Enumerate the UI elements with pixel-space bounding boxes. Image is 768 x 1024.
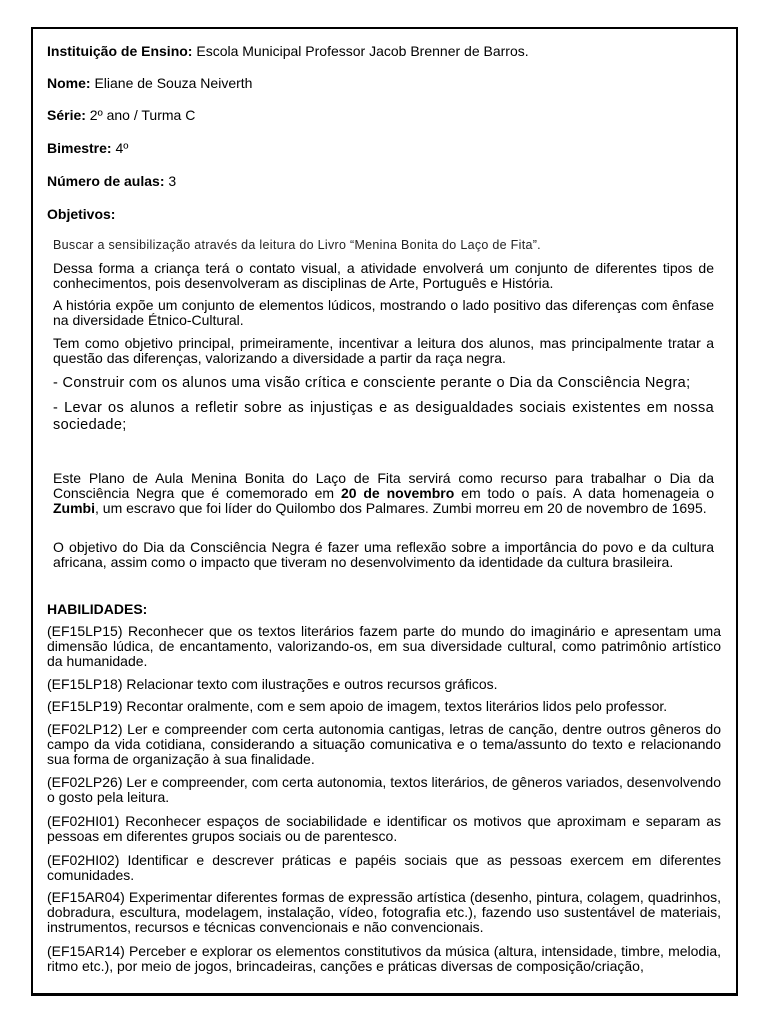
- contexto-date: 20 de novembro: [340, 485, 455, 501]
- serie-value: 2º ano / Turma C: [85, 107, 196, 123]
- contexto-text-a: Este Plano de Aula Menina Bonita do Laço de Fita servirá como recurso para trabalhar o Dia da Consciência Negra que é comemorado em: [53, 470, 714, 501]
- habilidades-heading: HABILIDADES:: [47, 601, 148, 617]
- contexto-paragraph-2: O objetivo do Dia da Consciência Negra é fazer uma reflexão sobre a importância do povo e da cultura africana, assim como o impacto que tiveram no desenvolvimento da identidade da cultura brasileira.: [53, 539, 714, 570]
- contexto-zumbi: Zumbi: [53, 500, 95, 516]
- contexto-paragraph-1: [53, 471, 714, 516]
- habilidade-item: (EF15AR04) Experimentar diferentes formas de expressão artística (desenho, pintura, colagem, quadrinhos, dobradura, escultura, modelagem, instalação, vídeo, fotografia etc.), fazendo uso sustentável de materiais, instrumentos, recursos e técnicas convencionais e não convencionais.: [47, 889, 721, 935]
- aulas-label: Número de aulas:: [47, 173, 165, 189]
- objetivos-label: Objetivos:: [47, 206, 116, 222]
- habilidade-item: (EF02LP26) Ler e compreender, com certa autonomia, textos literários, de gêneros variados, desenvolvendo o gosto pela leitura.: [47, 774, 721, 805]
- bimestre-value: 4º: [111, 140, 129, 156]
- bimestre-field: [47, 140, 128, 156]
- habilidade-item: (EF02HI01) Reconhecer espaços de sociabilidade e identificar os motivos que aproximam e separam as pessoas em diferentes grupos sociais ou de parentesco.: [47, 813, 721, 844]
- page-border-bottom: [31, 993, 738, 996]
- habilidade-item: (EF02LP12) Ler e compreender com certa autonomia cantigas, letras de canção, dentre outros gêneros do campo da vida cotidiana, considerando a situação comunicativa e o tema/assunto do texto e relacionando sua forma de organização à sua finalidade.: [47, 721, 721, 767]
- objetivo-paragraph-6: - Levar os alunos a refletir sobre as injustiças e as desigualdades sociais existentes em nossa sociedade;: [53, 400, 714, 433]
- contexto-text-b: em todo o país. A data homenageia o: [454, 485, 714, 501]
- aulas-field: [47, 173, 176, 189]
- nome-label: Nome:: [47, 75, 91, 91]
- objetivo-paragraph-4: Tem como objetivo principal, primeiramente, incentivar a leitura dos alunos, mas principalmente tratar a questão das diferenças, valorizando a diversidade a partir da raça negra.: [53, 335, 714, 366]
- habilidade-item: (EF15LP15) Reconhecer que os textos literários fazem parte do mundo do imaginário e apresentam uma dimensão lúdica, de encantamento, valorizando-os, em sua diversidade cultural, como patrimônio artístico da humanidade.: [47, 623, 721, 669]
- objetivo-paragraph-5: - Construir com os alunos uma visão crítica e consciente perante o Dia da Consciência Negra;: [53, 375, 691, 391]
- instituicao-label: Instituição de Ensino:: [47, 43, 193, 59]
- objetivo-paragraph-3: A história expõe um conjunto de elementos lúdicos, mostrando o lado positivo das diferenças com ênfase na diversidade Étnico-Cultural.: [53, 297, 714, 328]
- bimestre-label: Bimestre:: [47, 140, 112, 156]
- habilidade-item: (EF02HI02) Identificar e descrever práticas e papéis sociais que as pessoas exercem em diferentes comunidades.: [47, 852, 721, 883]
- habilidade-item: (EF15LP18) Relacionar texto com ilustrações e outros recursos gráficos.: [47, 676, 498, 692]
- serie-field: [47, 107, 195, 123]
- habilidade-item: (EF15AR14) Perceber e explorar os elementos constitutivos da música (altura, intensidade, timbre, melodia, ritmo etc.), por meio de jogos, brincadeiras, canções e práticas diversas de composição/criação,: [47, 943, 721, 974]
- serie-label: Série:: [47, 107, 86, 123]
- instituicao-field: [47, 43, 529, 59]
- objetivo-paragraph-2: Dessa forma a criança terá o contato visual, a atividade envolverá um conjunto de diferentes tipos de conhecimentos, pois desenvolveram as disciplinas de Arte, Português e História.: [53, 260, 714, 291]
- aulas-value: 3: [164, 173, 177, 189]
- nome-value: Eliane de Souza Neiverth: [90, 75, 253, 91]
- habilidade-item: (EF15LP19) Recontar oralmente, com e sem apoio de imagem, textos literários lidos pelo professor.: [47, 698, 668, 714]
- nome-field: [47, 75, 252, 91]
- objetivos-heading: [47, 206, 115, 222]
- contexto-text-c: , um escravo que foi líder do Quilombo dos Palmares. Zumbi morreu em 20 de novembro de 1695.: [95, 500, 707, 516]
- instituicao-value: Escola Municipal Professor Jacob Brenner de Barros.: [192, 43, 529, 59]
- objetivo-paragraph-1: Buscar a sensibilização através da leitura do Livro “Menina Bonita do Laço de Fita”.: [53, 238, 541, 252]
